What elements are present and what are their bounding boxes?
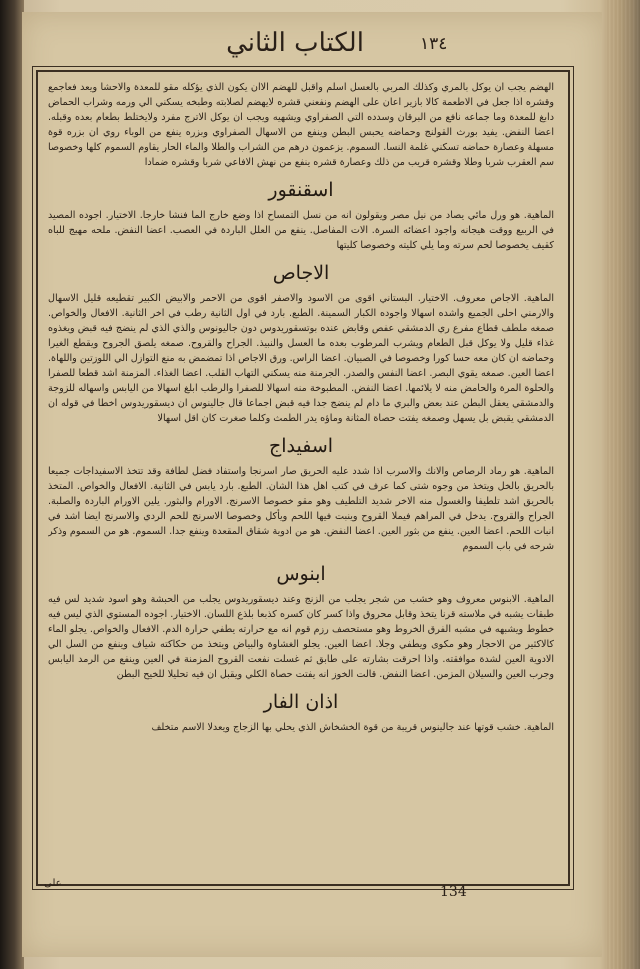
section-heading: اذان الفار [263, 691, 339, 713]
header-page-number: ١٣٤ [420, 34, 448, 54]
section-text: الماهية. هو رماد الرصاص والانك والاسرب اذا شدد عليه الحريق صار اسرنجا واستفاد فضل لطافة وقد تتخذ الاسفيداجات جميعا بالحريق بالخل ويتخذ من وجوه شتى كما عرف في كتب اهل هذا الشان. الطبع. بارد يابس في الثانية. الافعال والخواص. المتخذ بالحريق اشد تلطيفا والغسول منه الاخر شديد التلطيف وهو مقو خصوصا الاسرنج. الاورام والبثور. يلين الاورام الباردة والصلبة. الجراح والقروح. يدخل في المراهم فيملا القروح وينبت فيها اللحم ويأكل وخصوصا الاسرنج للحم الردي والاسرنج ايضا اشد في انبات اللحم. اعضا العين. ينفع من بثور العين. اعضا النفض. هو من ادوية شقاق المقعدة وينفع جدا. السموم. هو من السموم وذكر شرحه في باب السموم [48, 466, 554, 552]
section-text: الماهية. الاجاص معروف. الاختيار. البستاني اقوى من الاسود والاصفر اقوى من الاحمر والابيض الكبير تقطيعه قليل الاسهال والارمني احلى الجميع واشده اسهالا واجوده الكبار السمينة. الطبع. بارد في اول الثانية رطب في اخر الثانية. الافعال والخواص. صمغه ملطف قطاع مفرع ري الدمشقي عفص وقابض عنده بوتسقوريدوس دون جاليونوس والذي الذي لم ينضج فيه قبض ويغذوه غذاء قليل ولا يوكل قبل الطعام ويشرب المرطوب بعده ما العسل والنبيذ. الجراح والقروح. صمغه يلصق الجروح ويقطع الغيرا وحماضه ان كان معه حسا كورا وخصوصا في الصبيان. اعضا الراس. ورق الاجاص اذا تمضمض به منع التوازل الي اللوزتين واللهاة. اعضا العين. صمغه يقوي البصر. اعضا النفس والصدر. الجرمنة منه يسكني التهاب القلب. اعضا الغذاء. المزمنة اشد قطعا للصفرا والحلوة المرة والحامض منه لا يلائمها. اعضا النفض. المطبوخة منه اسهالا للصفرا والرطب ابلغ اسهالا من اليابس واسهاله للزوجة والدمشقي يعقل البطن عند بعض والبري ما دام لم ينضج جدا فيه قبض اجماعا قال جالينوس ان ديسقوريدوس اخطا في قوله ان الدمشقي يقبض بل يسهل وصمغه يفتت حصاة المثانة وماؤه يدر الطمث وكلما صغرت كان اقل اسهالا [48, 293, 554, 424]
page-edges [606, 0, 640, 969]
section-heading: اسفيداج [268, 435, 334, 457]
section-text: الهضم يجب ان يوكل بالمري وكذلك المربي بالعسل اسلم واقبل للهضم الاان يكون الذي يؤكله مقو للمعدة والاحشا ويعد فعاجمع وقشره اذا جعل في الاطعمة كالا بازير اعان على الهضم ونفعني قشره لايهضم لصلابته وطبخه يسكني الي ورمه وشراب الحماض دابغ للمعدة وما جماعه نافع من البرقان وسدده التي الصفراوي ويشهيه ويجب ان يوكل الاترج مفرد ولايختلط بطعام بعده وقبله. اعضا النفض. يفيد بورث القولنج وحماضه يحبس البطن وينفع من الاسهال الصفراوي وبزره ينفع من الوباء روي ان بزره قوة مسهلة وعصارة حماضه تسكني غلمة النسا. السموم. يزعمون درهم من الشراب والطلا والماء الحار يقاوم السموم كلها وخصوصا سم العقرب شربا وطلا وقشره قريب من ذلك وعصارة قشره ينفع من نهش الافاعي شربا وقشره ضمادا [48, 82, 554, 168]
section-heading: اسقنقور [268, 179, 334, 201]
section-text: الماهية. خشب قوتها عند جالينوس قريبة من قوة الخشخاش الذي يحلي بها الزجاج ويعدلا الاسم متخلف [151, 722, 554, 733]
section-heading: الاجاص [272, 262, 330, 284]
section-heading: ابنوس [276, 563, 326, 585]
page-body [48, 80, 554, 875]
section-text: الماهية. الابنوس معروف وهو خشب من شجر يجلب من الزنج وعند ديسقوريدوس يجلب من الحبشة وهو اسود شديد لس فيه طبقات يشبه في ملاسته قرنا يتخذ وقابل محروق واذا كسر كان كسره كذبعا بلذع اللسان. الاختيار. اجوده المستوي الذي ليس فيه خطوط ويشبهه في مشبه الفرق الخروط وهو مستحصف رزم قوم انه مع حرارته يطفي حرارة الدم. الافعال والخواص. يجلو الماء كالاكثير من الاحجار وهو مكوى ويطفي وجلا. اعضا العين. يجلو الغشاوة والبياض ويتخذ من حكاكته شياف وينفع من السل الي الادوية العين لشدة موافقته. واذا احرقت بشارته على طابق ثم غسلت نفعت القروح المزمنة في العين وينفع من الرمد اليابس وجرب العين والسيلان المزمن. اعضا النفض. قالت الخوز انه يفتت حصاة الكلي ويقبل ان فيه تحليلا للخيح البطن [48, 594, 554, 680]
section-text: الماهية. هو ورل مائي يصاد من نيل مصر ويقولون انه من نسل التمساح اذا وضع خارج الما فنشا خارجا. الاختيار. اجوده المصيد في الربيع ووقت هيجانه واجود اعضائه السرة. الات المفاصل. ينفع من العلل الباردة في العصب. اعضا النفض. ملحه مهيج للباه كقيف يخصوصا لحم سرته وما يلي كليته وخصوصا كليتها [48, 210, 554, 251]
catchword: على [44, 878, 62, 889]
page-title: الكتاب الثاني [226, 28, 364, 58]
book-binding [0, 0, 24, 969]
footer-page-number: 134 [440, 884, 467, 900]
